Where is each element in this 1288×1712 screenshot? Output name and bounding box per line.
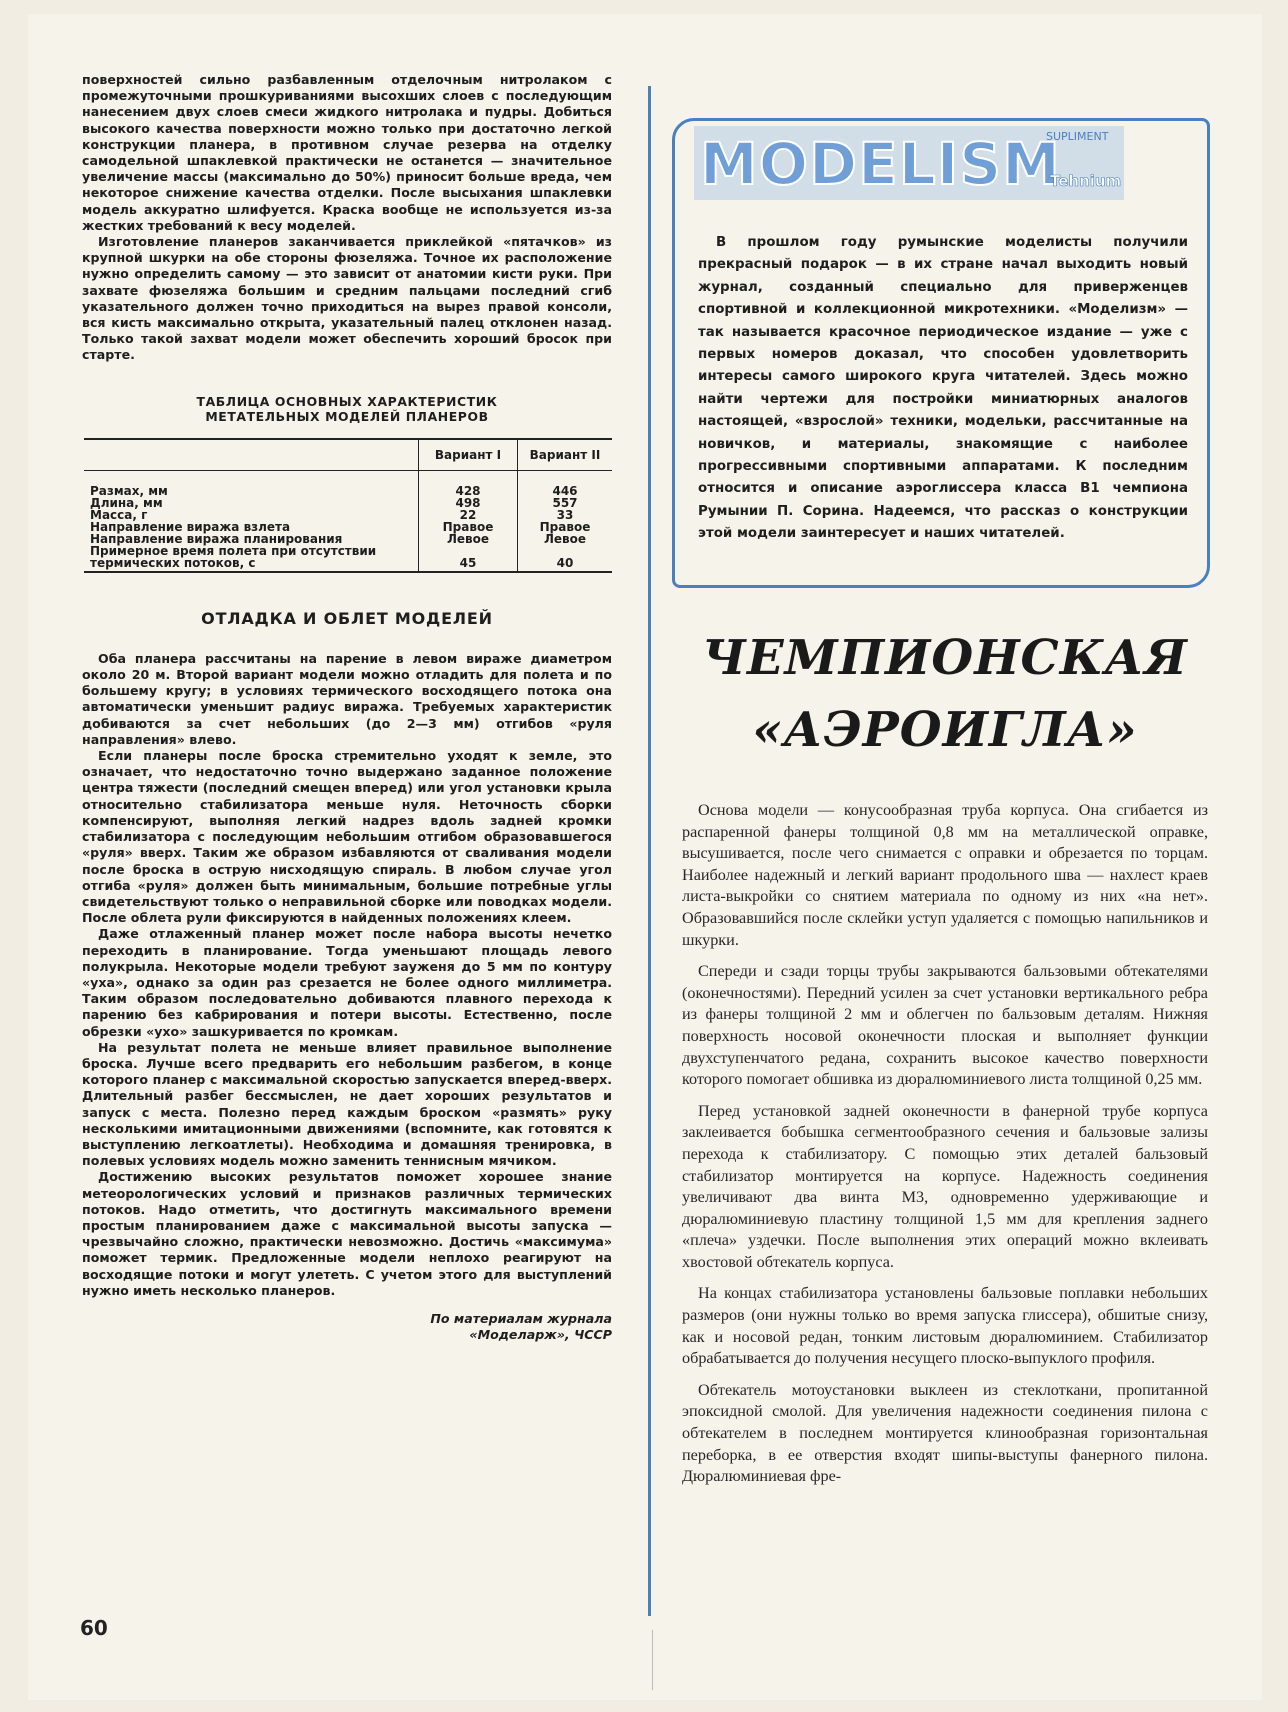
- table-cell: Правое: [539, 519, 591, 534]
- table-cell: Направление виража взлета: [84, 521, 419, 533]
- column-divider-lower: [652, 1630, 653, 1690]
- table-header-cell: Вариант II: [518, 439, 613, 471]
- table-title-line: МЕТАТЕЛЬНЫХ МОДЕЛЕЙ ПЛАНЕРОВ: [205, 408, 489, 424]
- table-cell: 40: [518, 545, 613, 572]
- table-row: [84, 545, 612, 572]
- table-row: [84, 497, 612, 509]
- headline-line: ЧЕМПИОНСКАЯ: [702, 630, 1188, 686]
- logo-main-text: MODELISM: [700, 130, 1061, 198]
- left-column: [82, 72, 612, 1343]
- table-title-line: ТАБЛИЦА ОСНОВНЫХ ХАРАКТЕРИСТИК: [196, 393, 498, 409]
- table-cell: 557: [552, 495, 578, 510]
- intro-paragraph: поверхностей сильно разбавленным отделочным нитролаком с промежуточными прошкуриваниями высохших слоев с последующим нанесением двух слоев смеси жидкого нитролака и пудры. Добиться высокого качества поверхности можно только при достаточно легкой конструкции планера, в противном случае резерва на отделку самодельной шпаклевкой практически не останется — значительное увеличение массы (максимально до 50%) приносит больше вреда, чем некоторое снижение качества отделки. После высыхания шпаклевки модель аккуратно шлифуется. Краска вообще не используется из-за жестких требований к весу моделей.: [82, 72, 612, 233]
- table-header-cell: [84, 439, 419, 471]
- table-cell: Размах, мм: [84, 470, 419, 497]
- table-cell: Правое: [419, 521, 518, 533]
- credit-line: По материалам журнала: [430, 1310, 612, 1326]
- article-paragraph: На концах стабилизатора установлены бальзовые поплавки небольших размеров (они нужны только во время запуска глиссера), обшитые снизу, как и носовой редан, тонким листовым дюралюминием. Стабилизатор обрабатывается до получения несущего плоско-выпуклого профиля.: [682, 1284, 1208, 1368]
- logo-sup-text: SUPLIMENT: [1046, 130, 1109, 143]
- section-paragraph: На результат полета не меньше влияет правильное выполнение броска. Лучше всего предварить его небольшим разбегом, в конце которого планер с максимальной скоростью запускается вперед-вверх. Длительный разбег бессмыслен, не дает хороших результатов и запуск с места. Полезно перед каждым броском «размять» руку несколькими имитационными движениями (вспомните, как готовятся к выступлению легкоатлеты). Необходима и домашняя тренировка, в полевых условиях модель можно заменить теннисным мячиком.: [82, 1039, 612, 1169]
- table-cell: Длина, мм: [84, 497, 419, 509]
- column-divider: [648, 86, 651, 1616]
- table-cell: 33: [556, 507, 574, 522]
- specs-table: [84, 438, 612, 573]
- table-title: [82, 394, 612, 424]
- table-row: [84, 533, 612, 545]
- promo-text: [698, 232, 1188, 546]
- intro-paragraph: Изготовление планеров заканчивается приклейкой «пятачков» из крупной шкурки на обе стороны фюзеляжа. Точное их расположение нужно определить самому — это зависит от анатомии кисти руки. При захвате фюзеляжа большим и средним пальцами последний сгиб указательного должен точно приходиться на вырез правой консоли, вся кисть максимально открыта, указательный палец отклонен назад. Только такой захват модели может обеспечить хороший бросок при старте.: [82, 234, 612, 363]
- section-paragraph: Даже отлаженный планер может после набора высоты нечетко переходить в планирование. Тогда уменьшают площадь левого полукрыла. Некоторые модели требуют зауженя до 5 мм по контуру «уха», однако за один раз срезается не более одного миллиметра. Таким образом последовательно добиваются плавного перехода к парению без кабрирования и потери высоты. Естественно, после обрезки «ухо» зашкуривается по кромкам.: [82, 926, 612, 1039]
- logo-sub-text: Tehnium: [1050, 172, 1122, 190]
- table-cell: 22: [419, 509, 518, 521]
- promo-paragraph: В прошлом году румынские моделисты получили прекрасный подарок — в их стране начал выходить новый журнал, созданный специально для приверженцев спортивной и коллекционной микротехники. «Моделизм» — так называется красочное периодическое издание — уже с первых номеров доказал, что способен удовлетворить интересы самого широкого круга читателей. Здесь можно найти чертежи для постройки миниатюрных аналогов настоящей, «взрослой» техники, модельки, рассчитанные на новичков, и материалы, знакомящие с наиболее прогрессивными спортивными аппаратами. К последним относится и описание аэроглиссера класса В1 чемпиона Румынии П. Сорина. Надеемся, что рассказ о конструкции этой модели заинтересует и наших читателей.: [698, 235, 1188, 542]
- table-row: [84, 521, 612, 533]
- table-cell: Масса, г: [84, 509, 419, 521]
- table-cell: Направление виража планирования: [84, 533, 419, 545]
- credit-line: «Моделарж», ЧССР: [469, 1327, 612, 1343]
- article-paragraph: Обтекатель мотоустановки выклеен из стеклоткани, пропитанной эпоксидной смолой. Для увеличения надежности соединения пилона с обтекателем в последнем монтируется клинообразная горизонтальная переборка, в ее отверстия входят шипы-выступы фанерного пилона. Дюралюминиевая фре-: [682, 1380, 1208, 1486]
- table-cell: 45: [419, 545, 518, 572]
- table-cell: Примерное время полета при отсутствии термических потоков, с: [84, 545, 419, 572]
- table-cell: 446: [552, 483, 578, 498]
- source-credit: [82, 1311, 612, 1343]
- article-paragraph: Перед установкой задней оконечности в фанерной трубе корпуса заклеивается бобышка сегментообразного сечения и бальзовые зализы перехода к стабилизатору. С помощью этих деталей бальзовый стабилизатор монтируется на корпусе. Надежность соединения увеличивают два винта М3, одновременно удерживающие и дюралюминиевую пластину толщиной 1,5 мм для крепления заднего «плеча» уздечки. После выполнения этих операций можно вклеивать хвостовой обтекатель корпуса.: [682, 1101, 1208, 1271]
- section-paragraph: Достижению высоких результатов поможет хорошее знание метеорологических условий и признаков различных термических потоков. Надо отметить, что достигнуть максимального времени простым планированием даже с максимальной высоты запуска — чрезвычайно сложно, практически невозможно. Достичь «максимума» поможет термик. Предложенные модели неплохо реагируют на восходящие потоки и могут улететь. С учетом этого для выступлений нужно иметь несколько планеров.: [82, 1169, 612, 1298]
- table-cell: 428: [419, 470, 518, 497]
- page-number: 60: [80, 1616, 108, 1640]
- table-cell: 498: [419, 497, 518, 509]
- article-headline: [680, 622, 1210, 766]
- headline-line: «АЭРОИГЛА»: [752, 702, 1138, 758]
- table-cell: Левое: [543, 531, 587, 546]
- table-cell: Левое: [419, 533, 518, 545]
- section-title: ОТЛАДКА И ОБЛЕТ МОДЕЛЕЙ: [201, 608, 493, 628]
- article-body: [682, 800, 1208, 1488]
- article-paragraph: Спереди и сзади торцы трубы закрываются бальзовыми обтекателями (оконечностями). Передний усилен за счет установки вертикального ребра из фанеры толщиной 2 мм и облегчен по бальзовым деталям. Нижняя поверхность носовой оконечности плоская и выполняет функции двухступенчатого редана, сохранить высокое качество поверхности которого помогает обшивка из дюралюминиевого листа толщиной 0,25 мм.: [682, 962, 1208, 1089]
- table-row: [84, 509, 612, 521]
- article-paragraph: Основа модели — конусообразная труба корпуса. Она сгибается из распаренной фанеры толщиной 0,8 мм на металлической оправке, высушивается, после чего снимается с оправки и обрезается по торцам. Наиболее надежный и легкий вариант продольного шва — нахлест краев листа-выкройки со снятием материала по одному из них «на нет». Образовавшийся после склейки уступ удаляется с помощью напильников и шкурки.: [682, 801, 1208, 949]
- table-row: [84, 470, 612, 497]
- table-header-cell: Вариант I: [419, 439, 518, 471]
- modelism-logo: [694, 120, 1124, 206]
- section-paragraph: Оба планера рассчитаны на парение в левом вираже диаметром около 20 м. Второй вариант модели можно отладить для полета и по большему кругу; в условиях термического восходящего потока она автоматически уменьшит радиус виража. Требуемых характеристик добиваются за счет небольших (до 2—3 мм) отгибов «руля направления» влево.: [82, 650, 612, 747]
- section-paragraph: Если планеры после броска стремительно уходят к земле, это означает, что недостаточно точно выдержано заданное положение центра тяжести (последний смещен вперед) или угол установки крыла относительно стабилизатора меньше нуля. Неточность сборки компенсируют, выполняя легкий надрез вдоль задней кромки стабилизатора с последующим небольшим отгибом образовавшегося «руля» вверх. Таким же образом избавляются от сваливания модели после броска в острую нисходящую спираль. В любом случае угол отгиба «руля» должен быть минимальным, большие потребные углы свидетельствуют только о неправильной сборке или поводках модели. После облета рули фиксируются в найденных положениях клеем.: [82, 748, 612, 926]
